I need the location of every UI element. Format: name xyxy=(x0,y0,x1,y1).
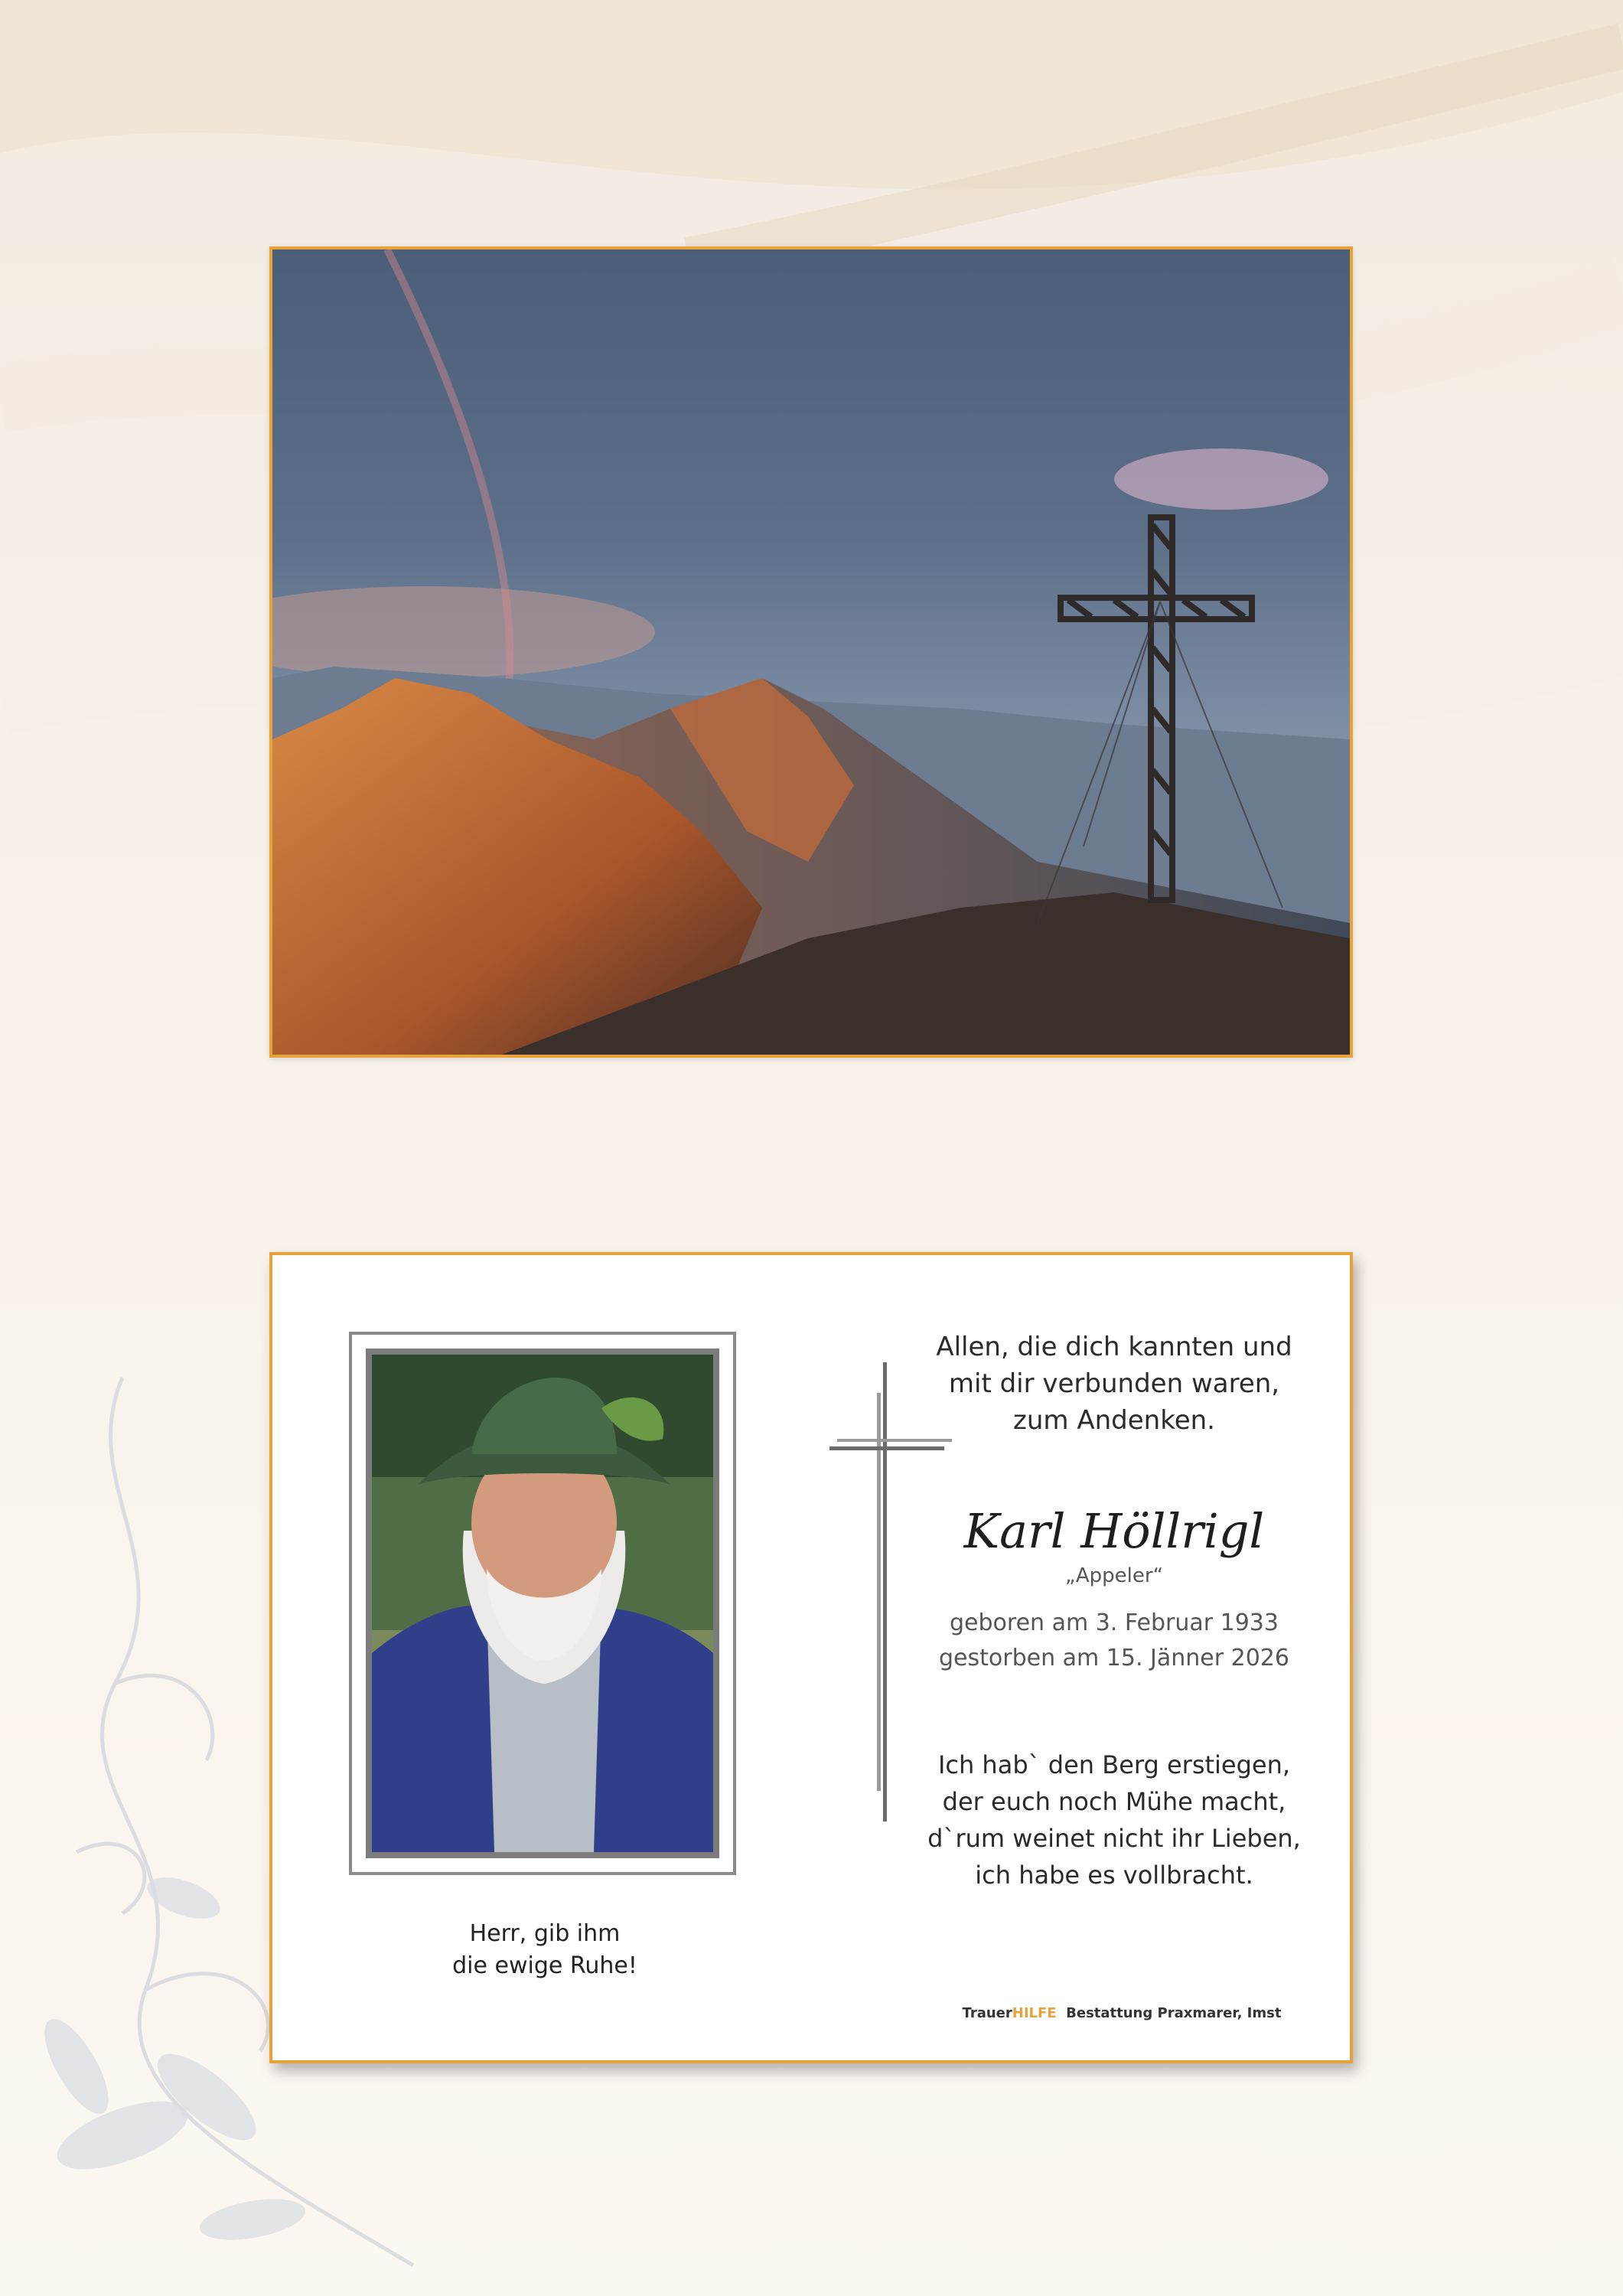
portrait-frame xyxy=(349,1332,736,1875)
portrait-photo xyxy=(366,1349,719,1858)
dedication-line: mit dir verbunden waren, xyxy=(948,1368,1280,1399)
dedication-line: zum Andenken. xyxy=(1013,1405,1215,1436)
prayer-line: Herr, gib ihm xyxy=(469,1920,621,1947)
memorial-card xyxy=(269,1252,1353,2063)
birth-date: geboren am 3. Februar 1933 xyxy=(950,1609,1279,1636)
poem-line: d`rum weinet nicht ihr Lieben, xyxy=(927,1824,1301,1853)
dedication-text xyxy=(915,1329,1313,1439)
nickname: „Appeler“ xyxy=(1064,1564,1164,1587)
life-dates xyxy=(915,1606,1313,1676)
poem-line: Ich hab` den Berg erstiegen, xyxy=(937,1750,1291,1779)
dedication-line: Allen, die dich kannten und xyxy=(936,1332,1292,1362)
undertaker-name: Bestattung Praxmarer, Imst xyxy=(1066,2005,1282,2021)
summit-cross-photo xyxy=(269,246,1353,1058)
brand-name-part1: Trauer xyxy=(962,2005,1012,2021)
poem-text xyxy=(915,1746,1313,1893)
deceased-name: Karl Höllrigl xyxy=(963,1503,1265,1559)
undertaker-credit xyxy=(930,2005,1313,2021)
poem-line: ich habe es vollbracht. xyxy=(975,1861,1253,1890)
death-date: gestorben am 15. Jänner 2026 xyxy=(939,1645,1289,1671)
brand-name-part2: HILFE xyxy=(1012,2005,1057,2021)
prayer-line: die ewige Ruhe! xyxy=(452,1952,637,1979)
prayer-text xyxy=(392,1918,698,1982)
poem-line: der euch noch Mühe macht, xyxy=(942,1787,1286,1816)
